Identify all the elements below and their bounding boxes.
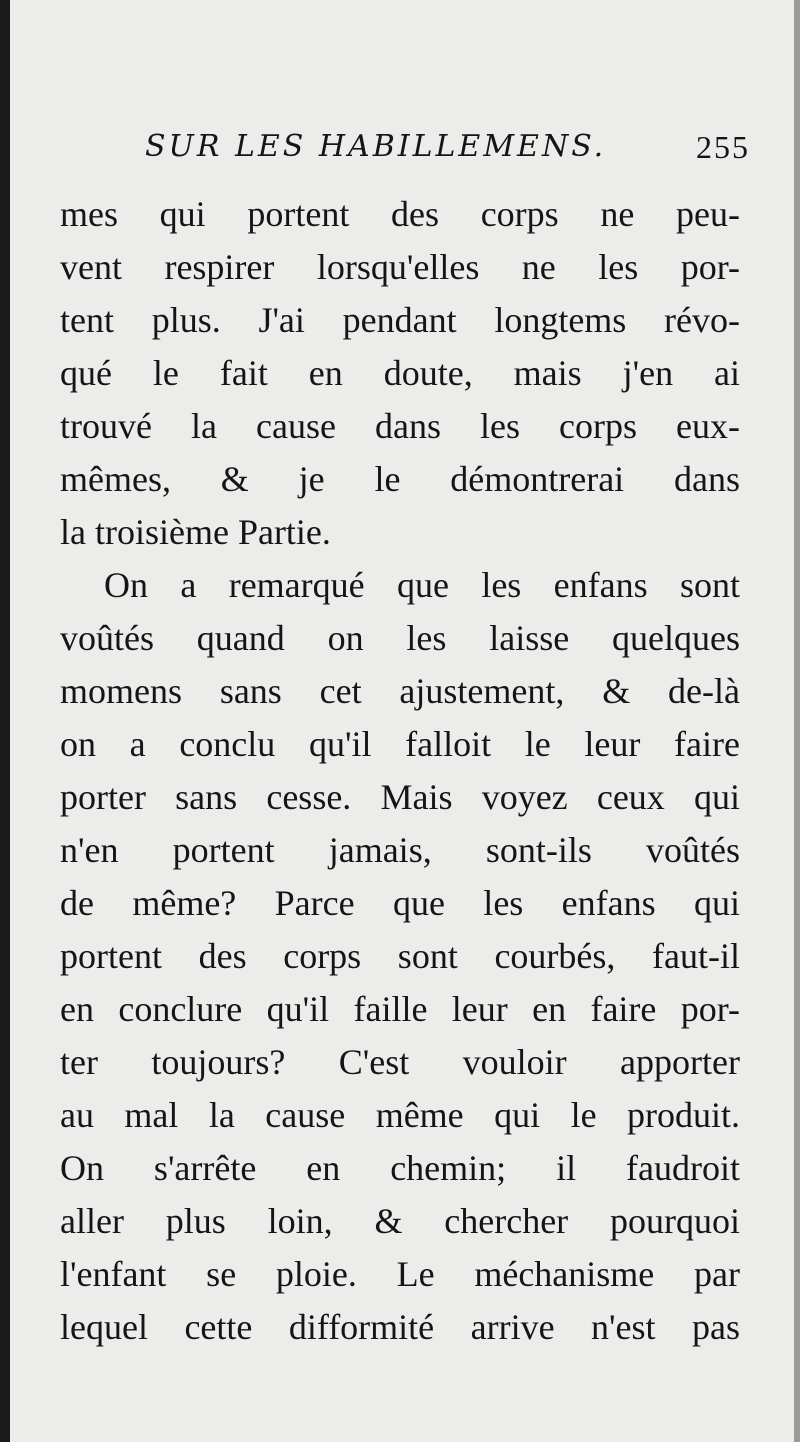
text-line: On a remarqué que les enfans sont [104,565,740,605]
body-text [60,188,740,1388]
text-line: trouvé la cause dans les corps eux- [60,406,740,446]
text-line: lequel cette difformité arrive n'est pas [60,1307,740,1347]
text-line: mes qui portent des corps ne peu- [60,194,740,234]
scan-left-edge [0,0,10,1442]
text-line: n'en portent jamais, sont-ils voûtés [60,830,740,870]
text-line: porter sans cesse. Mais voyez ceux qui [60,777,740,817]
text-line: On s'arrête en chemin; il faudroit [60,1148,740,1188]
text-line: portent des corps sont courbés, faut-il [60,936,740,976]
running-title: SUR LES HABILLEMENS. [145,129,607,164]
text-line: on a conclu qu'il falloit le leur faire [60,724,740,764]
text-line: la troisième Partie. [60,512,331,552]
page-number: 255 [696,129,750,165]
text-line: l'enfant se ploie. Le méchanisme par [60,1254,740,1294]
page-header [60,125,750,169]
text-line: de même? Parce que les enfans qui [60,883,740,923]
text-line: ter toujours? C'est vouloir apporter [60,1042,740,1082]
text-line: tent plus. J'ai pendant longtems révo- [60,300,740,340]
scan-right-edge [794,0,800,1442]
text-line: qué le fait en doute, mais j'en ai [60,353,740,393]
text-line: en conclure qu'il faille leur en faire por- [60,989,740,1029]
text-line: vent respirer lorsqu'elles ne les por- [60,247,740,287]
text-line: aller plus loin, & chercher pourquoi [60,1201,740,1241]
text-line: momens sans cet ajustement, & de-là [60,671,740,711]
text-line: au mal la cause même qui le produit. [60,1095,740,1135]
text-line: voûtés quand on les laisse quelques [60,618,740,658]
text-line: mêmes, & je le démontrerai dans [60,459,740,499]
